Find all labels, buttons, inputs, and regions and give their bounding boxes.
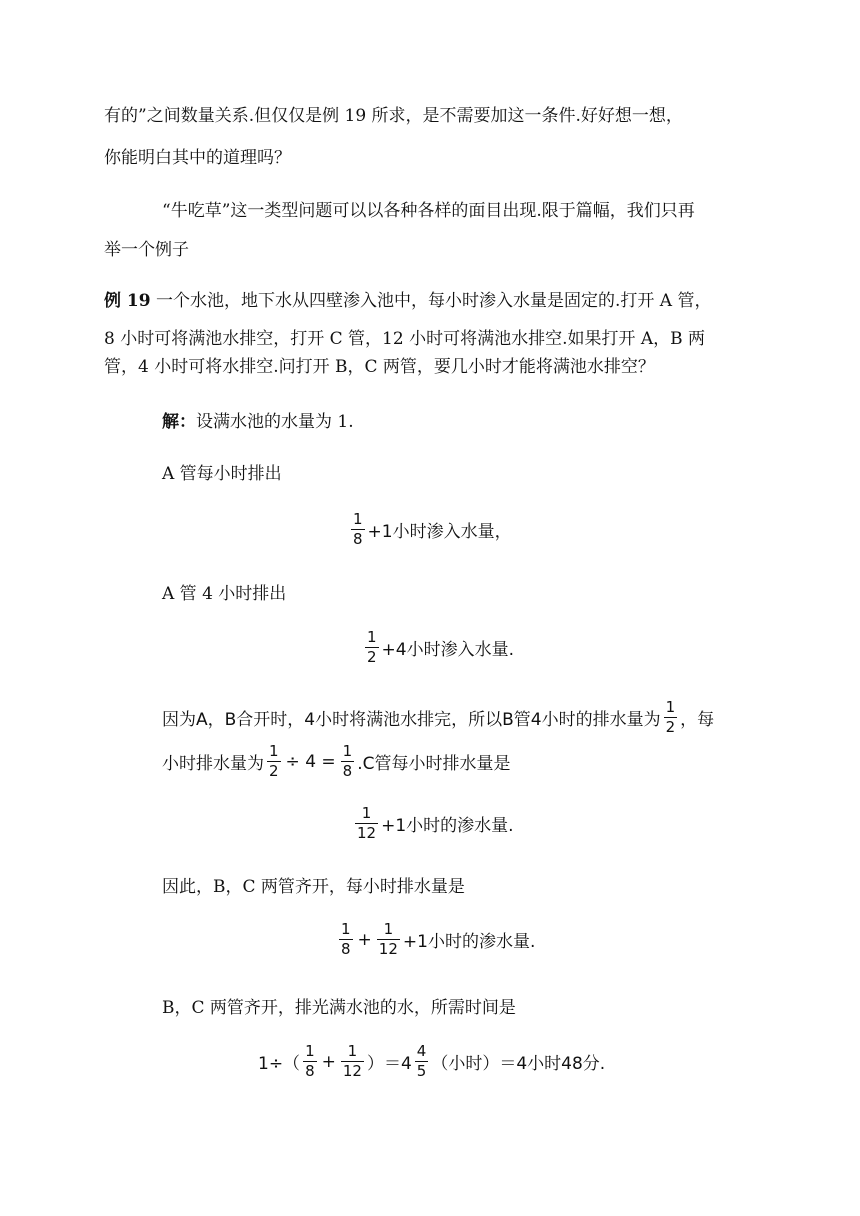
text-line: 8 小时可将满池水排空，打开 C 管，12 小时可将满池水排空.如果打开 A，B 两	[104, 329, 706, 349]
numerator: 1	[347, 1042, 358, 1060]
fraction	[377, 922, 400, 957]
numerator: 1	[383, 920, 394, 938]
solution-label: 解：	[162, 412, 196, 432]
text-line: 有的”之间数量关系.但仅仅是例 19 所求，是不需要加这一条件.好好想一想，	[104, 106, 683, 126]
reason-text: 因为A，B合开时，4小时将满池水排完，所以B管4小时的排水量为	[162, 710, 661, 730]
text-line: 管，4 小时可将水排空.问打开 B，C 两管，要几小时才能将满池水排空？	[104, 357, 655, 377]
fraction	[355, 806, 378, 841]
formula-text: +1小时渗入水量，	[367, 522, 512, 542]
fraction	[664, 700, 678, 735]
reason-line	[162, 700, 714, 735]
denominator: 8	[353, 530, 363, 548]
denominator: 2	[665, 718, 676, 736]
text-line: 举一个例子	[104, 240, 189, 260]
denominator: 8	[305, 1062, 315, 1080]
numerator: 1	[305, 1042, 315, 1060]
formula	[258, 1044, 605, 1079]
example-line	[104, 289, 711, 313]
formula-text: +1小时的渗水量.	[381, 816, 514, 836]
formula	[362, 630, 514, 665]
denominator: 8	[341, 940, 351, 958]
operator: +	[357, 929, 372, 950]
fraction	[351, 512, 365, 547]
denominator: 12	[357, 824, 377, 842]
formula	[336, 922, 535, 957]
fraction	[415, 1044, 429, 1079]
formula-text: +1小时的渗水量.	[402, 932, 536, 952]
text-line: A 管 4 小时排出	[162, 584, 287, 604]
numerator: 1	[361, 804, 372, 822]
operator: ÷ 4 =	[285, 751, 336, 772]
numerator: 1	[342, 742, 353, 760]
fraction	[303, 1044, 317, 1079]
denominator: 5	[416, 1062, 427, 1080]
numerator: 1	[367, 628, 377, 646]
formula-text: +4小时渗入水量.	[381, 640, 515, 660]
formula-text: （小时）＝4小时48分.	[431, 1054, 606, 1074]
denominator: 8	[342, 762, 353, 780]
operator: +	[321, 1051, 336, 1072]
denominator: 12	[342, 1062, 362, 1080]
text-line: “牛吃草”这一类型问题可以以各种各样的面目出现.限于篇幅，我们只再	[162, 201, 695, 221]
formula	[352, 806, 514, 841]
text-line: 你能明白其中的道理吗？	[104, 148, 291, 168]
formula	[348, 512, 512, 547]
text-line: 因此，B，C 两管齐开，每小时排水量是	[162, 877, 465, 897]
fraction	[339, 922, 353, 957]
fraction	[341, 744, 355, 779]
solution-line	[162, 410, 354, 434]
example-text: 一个水池，地下水从四壁渗入池中，每小时渗入水量是固定的.打开 A 管，	[150, 291, 712, 311]
numerator: 1	[341, 920, 351, 938]
fraction	[267, 744, 281, 779]
text-line: A 管每小时排出	[162, 464, 282, 484]
denominator: 2	[269, 762, 279, 780]
numerator: 1	[269, 742, 279, 760]
reason-text: 小时排水量为	[162, 754, 264, 774]
text-line: B，C 两管齐开，排光满水池的水，所需时间是	[162, 998, 516, 1018]
fraction	[365, 630, 379, 665]
reason-line	[162, 744, 511, 779]
example-label: 例 19	[104, 291, 151, 311]
reason-text: .C管每小时排水量是	[357, 754, 511, 774]
solution-text: 设满水池的水量为 1.	[196, 412, 354, 432]
fraction	[341, 1044, 364, 1079]
formula-text: ）＝4	[366, 1054, 412, 1074]
numerator: 1	[665, 698, 676, 716]
numerator: 4	[416, 1042, 427, 1060]
numerator: 1	[353, 510, 363, 528]
denominator: 12	[378, 940, 398, 958]
formula-text: 1÷（	[258, 1054, 301, 1074]
reason-text: ，每	[680, 710, 715, 730]
denominator: 2	[367, 648, 377, 666]
